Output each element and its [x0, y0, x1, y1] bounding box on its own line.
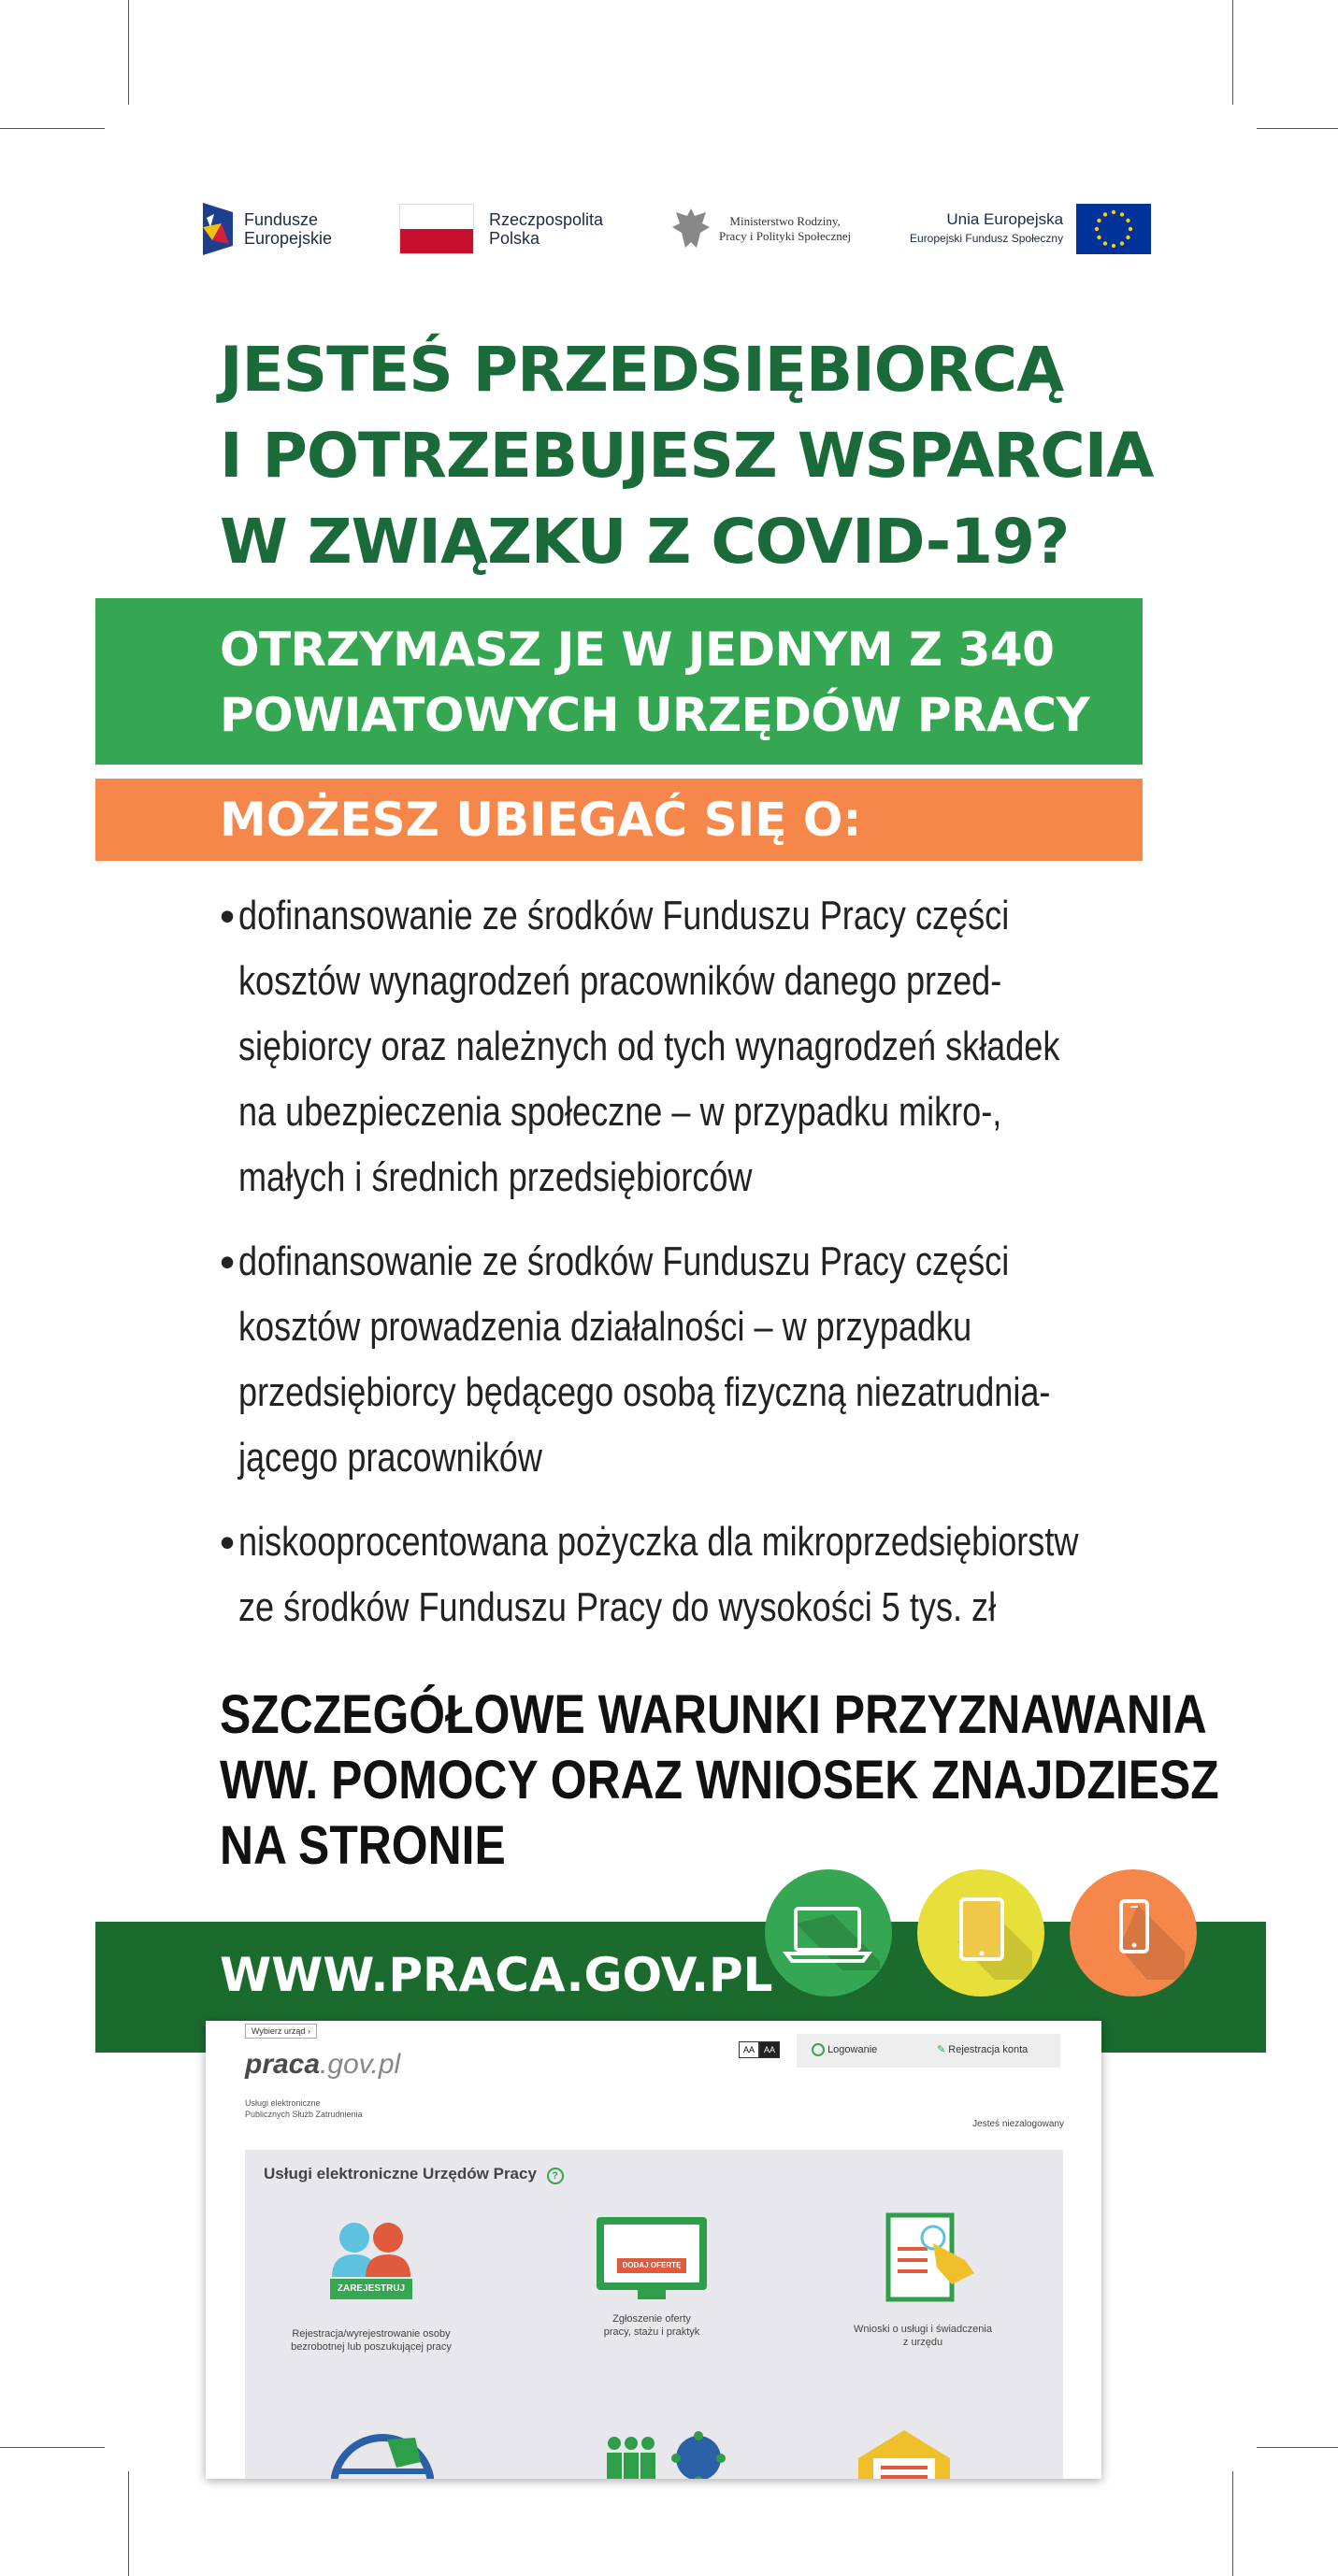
font-normal-button[interactable]: AA	[739, 2041, 759, 2058]
ue-line1: Unia Europejska	[946, 210, 1064, 228]
min-line1: Ministerstwo Rodziny,	[729, 214, 841, 228]
laptop-icon	[777, 1896, 880, 1970]
bullet-dot: •	[220, 1518, 236, 1567]
card-caption: pracy, stażu i praktyk	[603, 2326, 700, 2338]
phone-circle	[1070, 1869, 1197, 1996]
logos-row	[201, 196, 1150, 262]
unia-europejska-logo	[910, 196, 1155, 262]
fe-line1: Fundusze	[244, 210, 319, 229]
globe-icon	[331, 2430, 434, 2479]
login-button[interactable]: Logowanie	[812, 2043, 877, 2056]
crop-mark	[1257, 128, 1338, 129]
panel-title: Usługi elektroniczne Urzędów Pracy ?	[264, 2165, 564, 2184]
offices-line: POWIATOWYCH URZĘDÓW PRACY	[220, 688, 1090, 742]
card-caption: Wnioski o usługi i świadczenia	[854, 2324, 992, 2335]
crop-mark	[1232, 2471, 1233, 2576]
register-account-button[interactable]: ✎ Rejestracja konta	[937, 2044, 1029, 2055]
fe-flag-icon	[201, 199, 235, 259]
crop-mark	[1257, 2447, 1338, 2448]
crop-mark	[128, 0, 129, 105]
polish-flag-icon	[399, 204, 474, 254]
list-item-line: kosztów prowadzenia działalności – w przypadku	[238, 1304, 972, 1350]
offices-line: OTRZYMASZ JE W JEDNYM Z 340	[220, 623, 1055, 677]
headline-line: JESTEŚ PRZEDSIĘBIORCĄ	[220, 334, 1064, 406]
help-icon[interactable]: ?	[547, 2168, 564, 2184]
tablet-icon	[929, 1886, 1032, 1980]
offices-band	[95, 598, 1143, 765]
crop-mark	[0, 128, 105, 129]
details-line: SZCZEGÓŁOWE WARUNKI PRZYZNAWANIA	[220, 1684, 1207, 1745]
envelope-icon	[853, 2430, 956, 2479]
account-bar	[797, 2034, 1060, 2068]
tablet-circle	[917, 1869, 1044, 1996]
eagle-emblem-icon	[670, 205, 712, 253]
document-hand-icon	[862, 2211, 984, 2305]
card-caption: bezrobotnej lub poszukującej pracy	[291, 2341, 452, 2353]
list-item-line: kosztów wynagrodzeń pracowników danego przed-	[238, 958, 1002, 1004]
subtitle-line: Publicznych Służb Zatrudnienia	[245, 2110, 363, 2119]
list-item-line: ze środków Funduszu Pracy do wysokości 5 tys. zł	[238, 1584, 997, 1630]
list-item-line: siębiorcy oraz należnych od tych wynagrodzeń składek	[238, 1023, 1060, 1069]
details-line: WW. POMOCY ORAZ WNIOSEK ZNAJDZIESZ	[220, 1750, 1219, 1810]
job-offer-card[interactable]	[525, 2211, 778, 2339]
card-caption: Zgłoszenie oferty	[612, 2313, 691, 2325]
crop-mark	[128, 2471, 129, 2576]
list-item	[220, 1510, 1155, 1640]
bullet-dot: •	[220, 892, 236, 940]
eu-flag-icon	[1076, 204, 1151, 254]
headline	[220, 327, 1155, 585]
network-people-icon	[596, 2430, 736, 2479]
card-caption: Rejestracja/wyrejestrowanie osoby	[292, 2328, 451, 2340]
apply-heading: MOŻESZ UBIEGAĆ SIĘ O:	[220, 793, 862, 847]
praca-logo-main: praca	[245, 2049, 321, 2080]
list-item-line: dofinansowanie ze środków Funduszu Pracy części	[238, 1238, 1010, 1284]
registration-card[interactable]	[245, 2211, 497, 2354]
services-panel	[245, 2150, 1063, 2479]
bullet-dot: •	[220, 1238, 236, 1286]
user-icon	[812, 2043, 825, 2056]
rp-line1: Rzeczpospolita	[489, 210, 604, 229]
headline-line: W ZWIĄZKU Z COVID-19?	[220, 506, 1070, 578]
login-status: Jesteś niezalogowany	[972, 2119, 1064, 2129]
monitor-icon	[591, 2211, 712, 2305]
praca-logo-domain: .gov.pl	[320, 2049, 401, 2080]
laptop-circle	[765, 1869, 892, 1996]
ministerstwo-logo	[670, 196, 904, 262]
fe-line2: Europejskie	[244, 229, 333, 248]
praca-logo	[245, 2049, 400, 2081]
crop-mark	[1232, 0, 1233, 105]
crop-mark	[0, 2447, 105, 2448]
card-caption: z urzędu	[902, 2337, 943, 2348]
details-line: NA STRONIE	[220, 1815, 506, 1876]
list-item-line: jącego pracowników	[238, 1435, 542, 1481]
details-heading	[220, 1682, 1219, 1879]
register-badge[interactable]: ZAREJESTRUJ	[337, 2283, 406, 2294]
list-item	[220, 883, 1155, 1210]
support-list	[220, 883, 1155, 1659]
font-contrast-button[interactable]: AA	[759, 2041, 780, 2058]
add-offer-badge[interactable]: DODAJ OFERTĘ	[622, 2261, 682, 2269]
services-subtitle	[245, 2097, 363, 2120]
list-item-line: małych i średnich przedsiębiorców	[238, 1154, 753, 1200]
list-item-line: przedsiębiorcy będącego osobą fizyczną niezatrudnia-	[238, 1369, 1051, 1415]
rp-line2: Polska	[489, 229, 540, 248]
list-item-line: niskooprocentowana pożyczka dla mikroprzedsiębiorstw	[238, 1519, 1079, 1565]
apply-band	[95, 779, 1143, 861]
font-size-toggle[interactable]	[739, 2041, 780, 2058]
list-item-line: na ubezpieczenia społeczne – w przypadku mikro-,	[238, 1089, 1002, 1135]
subtitle-line: Usługi elektroniczne	[245, 2098, 321, 2108]
office-select[interactable]: Wybierz urząd ›	[245, 2024, 317, 2039]
min-line2: Pracy i Polityki Społecznej	[719, 229, 852, 243]
website-screenshot	[206, 2021, 1101, 2479]
rzeczpospolita-polska-logo	[399, 196, 624, 262]
applications-card[interactable]	[797, 2211, 1049, 2349]
fundusze-europejskie-logo	[201, 196, 388, 262]
list-item	[220, 1229, 1155, 1491]
phone-icon	[1082, 1886, 1185, 1980]
list-item-line: dofinansowanie ze środków Funduszu Pracy części	[238, 893, 1010, 938]
pencil-icon: ✎	[937, 2044, 946, 2055]
ue-line2: Europejski Fundusz Społeczny	[910, 232, 1064, 245]
website-link[interactable]: WWW.PRACA.GOV.PL	[220, 1948, 773, 2002]
headline-line: I POTRZEBUJESZ WSPARCIA	[220, 420, 1154, 492]
